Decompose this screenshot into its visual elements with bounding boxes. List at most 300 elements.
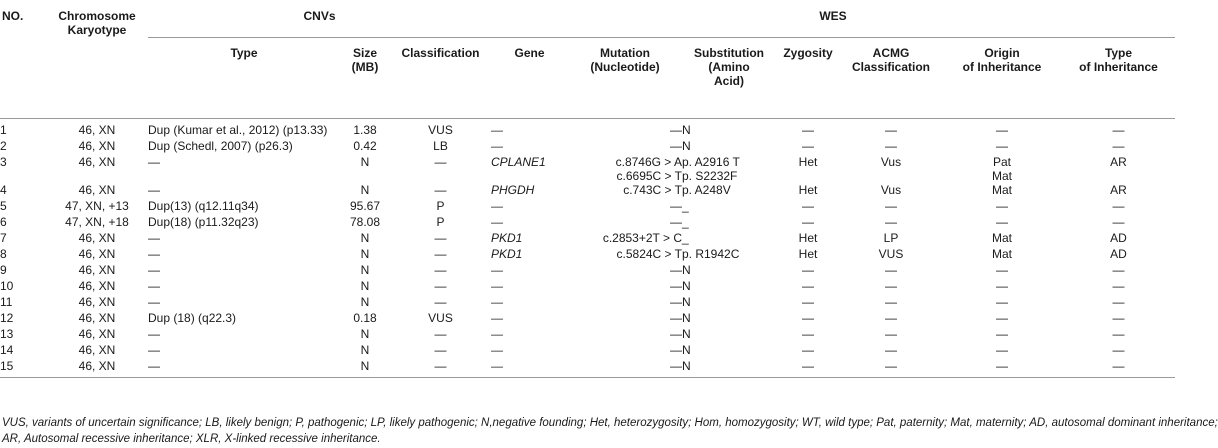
cell-text: —	[148, 343, 160, 357]
cell-text: Dup(18) (p11.32q23)	[148, 215, 259, 229]
cell-text: —	[491, 343, 503, 357]
cell-text: _	[682, 199, 689, 213]
cell-text: —	[802, 123, 814, 137]
header-cnvs-label: CNVs	[303, 9, 336, 23]
cell-text: N	[360, 359, 370, 373]
cell-text: Mat	[991, 183, 1012, 197]
cell-text: —	[885, 199, 897, 213]
table-cell	[776, 279, 840, 295]
table-cell	[148, 263, 340, 279]
cell-text: 78.08	[349, 215, 381, 229]
table-cell	[568, 295, 682, 311]
header-col-9	[840, 38, 942, 119]
table-cell	[390, 215, 491, 231]
cell-text: —	[996, 343, 1008, 357]
table-cell	[840, 183, 942, 199]
cell-text: N	[682, 263, 691, 277]
cell-text: —	[148, 295, 160, 309]
cell-text: 15	[0, 359, 14, 373]
table-cell	[1062, 359, 1175, 378]
table-cell	[1062, 279, 1175, 295]
cell-text: 46, XN	[78, 327, 116, 341]
cell-text: _	[682, 215, 689, 229]
table-cell	[568, 155, 682, 183]
table-cell	[491, 263, 568, 279]
table-cell	[942, 155, 1062, 183]
table-cell	[840, 123, 942, 139]
table-cell	[390, 139, 491, 155]
cell-text: —	[148, 231, 160, 245]
table-cell	[390, 263, 491, 279]
cell-text: N	[682, 359, 691, 373]
table-cell	[776, 231, 840, 247]
table-cell	[491, 215, 568, 231]
cell-text: —	[1112, 311, 1125, 325]
cell-text: Het	[798, 183, 818, 197]
table-row	[0, 199, 1175, 215]
table-cell	[46, 343, 148, 359]
table-cell	[942, 343, 1062, 359]
table-cell	[340, 343, 390, 359]
table-cell	[340, 295, 390, 311]
cell-text: —	[1112, 279, 1125, 293]
cell-text: 46, XN	[78, 295, 116, 309]
table-cell	[390, 199, 491, 215]
cell-text: CPLANE1	[491, 155, 546, 169]
table-cell	[46, 295, 148, 311]
cell-text: Het	[798, 155, 818, 169]
cell-text: —	[670, 279, 682, 293]
table-cell	[682, 359, 776, 378]
table-cell	[682, 311, 776, 327]
cell-text: 46, XN	[78, 359, 116, 373]
table-cell	[682, 155, 776, 183]
table-cell	[46, 359, 148, 378]
cell-text: 47, XN, +13	[65, 199, 129, 213]
cell-text: N	[682, 139, 691, 153]
table-cell	[942, 199, 1062, 215]
table-cell	[568, 247, 682, 263]
cell-text: N	[682, 279, 691, 293]
table-row	[0, 231, 1175, 247]
table-cell	[491, 327, 568, 343]
table-cell	[776, 295, 840, 311]
table-cell	[840, 295, 942, 311]
table-cell	[568, 123, 682, 139]
cell-text: —	[491, 139, 503, 153]
footnote-line-2: AR, Autosomal recessive inheritance; XLR, X-linked recessive inheritance.	[2, 433, 381, 445]
header-karyotype	[46, 0, 148, 119]
table-row	[0, 155, 1175, 183]
header-cnvs-group	[148, 0, 491, 38]
table-cell	[942, 231, 1062, 247]
table-cell	[491, 139, 568, 155]
cell-text: 46, XN	[78, 247, 116, 261]
cell-text: —	[491, 327, 503, 341]
cell-text: 3	[0, 155, 7, 169]
table-cell	[390, 279, 491, 295]
cell-text: —	[434, 359, 447, 373]
cell-text: 46, XN	[78, 155, 116, 169]
header-col-11	[1062, 38, 1175, 119]
cell-text: —	[802, 295, 814, 309]
cell-text: PKD1	[491, 231, 523, 245]
table-cell	[840, 215, 942, 231]
cell-text: 11	[0, 295, 13, 309]
cell-text: —	[1112, 327, 1125, 341]
cell-text: Dup (Schedl, 2007) (p26.3)	[148, 139, 293, 153]
table-cell	[776, 359, 840, 378]
cell-text: —	[996, 263, 1008, 277]
table-cell	[46, 183, 148, 199]
header-col-line: Substitution	[694, 46, 764, 60]
table-cell	[776, 155, 840, 183]
cell-text: —	[996, 295, 1008, 309]
table-body	[0, 119, 1175, 378]
cell-text: —	[885, 279, 897, 293]
cell-text: —	[434, 263, 447, 277]
table-cell	[840, 247, 942, 263]
cell-text: —	[996, 311, 1008, 325]
cell-text: —	[996, 359, 1008, 373]
table-cell	[390, 327, 491, 343]
table-cell	[840, 359, 942, 378]
cell-text: 13	[0, 327, 14, 341]
cell-text: Mat	[991, 169, 1012, 183]
cell-text: Het	[798, 247, 818, 261]
header-karyotype-line: Karyotype	[67, 23, 127, 37]
table-cell	[1062, 247, 1175, 263]
cell-text: —	[670, 295, 682, 309]
header-col-line: of Inheritance	[1079, 60, 1158, 74]
table-row	[0, 139, 1175, 155]
cell-text: —	[885, 123, 897, 137]
cell-text: c.2853+2T > C	[602, 231, 682, 245]
table-cell	[776, 139, 840, 155]
cell-text: —	[885, 327, 897, 341]
cell-text: —	[434, 279, 447, 293]
cell-text: —	[148, 263, 160, 277]
table-cell	[491, 359, 568, 378]
cell-text: —	[670, 359, 682, 373]
cell-text: —	[434, 343, 447, 357]
table-cell	[776, 311, 840, 327]
table-cell	[148, 199, 340, 215]
table-cell	[682, 263, 776, 279]
header-col-2	[148, 38, 340, 119]
cell-text: _	[682, 231, 689, 245]
cell-text: 5	[0, 199, 7, 213]
table-cell	[840, 343, 942, 359]
table-cell	[148, 231, 340, 247]
table-cell	[568, 343, 682, 359]
cell-text: —	[802, 263, 814, 277]
table-cell	[568, 215, 682, 231]
table-cell	[340, 123, 390, 139]
cell-text: —	[885, 139, 897, 153]
table-cell	[46, 279, 148, 295]
table-cell	[682, 279, 776, 295]
cell-text: —	[148, 359, 160, 373]
table-cell	[491, 295, 568, 311]
cell-text: 46, XN	[78, 231, 116, 245]
table-cell	[491, 247, 568, 263]
cell-text: Dup(13) (q12.11q34)	[148, 199, 259, 213]
table-cell	[682, 247, 776, 263]
table-cell	[776, 327, 840, 343]
table-cell	[390, 247, 491, 263]
table-cell	[1062, 215, 1175, 231]
table-cell	[0, 215, 46, 231]
cell-text: 1.38	[353, 123, 377, 137]
table-cell	[340, 327, 390, 343]
cell-text: Pat	[992, 155, 1011, 169]
cell-text: Vus	[880, 183, 902, 197]
cell-text: Mat	[991, 231, 1012, 245]
table-cell	[1062, 183, 1175, 199]
cell-text: —	[491, 199, 503, 213]
table-cell	[0, 199, 46, 215]
table-cell	[491, 343, 568, 359]
cell-text: 8	[0, 247, 7, 261]
table-cell	[0, 123, 46, 139]
table-cell	[46, 231, 148, 247]
table-cell	[840, 155, 942, 183]
cell-text: —	[148, 155, 160, 169]
cell-text: p. A2916 T	[682, 155, 740, 169]
table-row	[0, 279, 1175, 295]
table-cell	[390, 155, 491, 183]
cell-text: —	[491, 279, 503, 293]
cell-text: —	[1112, 123, 1125, 137]
header-wes-group	[491, 0, 1175, 38]
table-cell	[1062, 155, 1175, 183]
table-cell	[942, 123, 1062, 139]
cell-text: PHGDH	[491, 183, 535, 197]
table-cell	[46, 155, 148, 183]
table-cell	[568, 311, 682, 327]
cell-text: —	[1112, 343, 1125, 357]
table-cell	[942, 359, 1062, 378]
table-cell	[148, 359, 340, 378]
table-cell	[0, 311, 46, 327]
cell-text: —	[670, 263, 682, 277]
cell-text: —	[802, 215, 814, 229]
table-cell	[46, 215, 148, 231]
cell-text: —	[885, 359, 897, 373]
cell-text: 46, XN	[78, 123, 116, 137]
table-cell	[942, 247, 1062, 263]
table-cell	[1062, 327, 1175, 343]
table-cell	[776, 343, 840, 359]
cell-text: N	[360, 343, 370, 357]
header-col-line: Acid)	[714, 74, 744, 88]
cell-text: —	[996, 123, 1008, 137]
cell-text: P	[436, 199, 445, 213]
table-row	[0, 263, 1175, 279]
table-cell	[0, 327, 46, 343]
table-cell	[1062, 123, 1175, 139]
cell-text: —	[1112, 263, 1125, 277]
table-cell	[0, 263, 46, 279]
cell-text: N	[360, 231, 370, 245]
header-col-line: Classification	[851, 60, 931, 74]
cell-text: c.743C > T	[623, 183, 682, 197]
cell-text: Het	[798, 231, 818, 245]
table-cell	[776, 215, 840, 231]
table-cell	[148, 279, 340, 295]
header-wes-label: WES	[819, 9, 847, 23]
table-cell	[0, 359, 46, 378]
header-col-6	[568, 38, 682, 119]
table-cell	[46, 123, 148, 139]
table-cell	[1062, 263, 1175, 279]
table-cell	[491, 279, 568, 295]
header-col-line: Type	[230, 46, 258, 60]
table-cell	[840, 263, 942, 279]
cell-text: —	[434, 231, 447, 245]
cell-text: N	[360, 295, 370, 309]
table-row	[0, 247, 1175, 263]
table-cell	[340, 279, 390, 295]
cell-text: VUS	[428, 123, 453, 137]
table-cell	[148, 343, 340, 359]
header-no-label: NO.	[2, 9, 24, 23]
table-cell	[491, 155, 568, 183]
cell-text: —	[885, 295, 897, 309]
table-cell	[840, 311, 942, 327]
table-cell	[568, 279, 682, 295]
cell-text: —	[434, 327, 447, 341]
cell-text: VUS	[428, 311, 453, 325]
cell-text: —	[1112, 199, 1125, 213]
cell-text: 46, XN	[78, 139, 116, 153]
header-col-3	[340, 38, 390, 119]
cell-text: —	[148, 183, 160, 197]
table-cell	[568, 139, 682, 155]
table-cell	[942, 327, 1062, 343]
table-row	[0, 215, 1175, 231]
cell-text: —	[434, 247, 447, 261]
header-col-line: Origin	[984, 46, 1020, 60]
table-cell	[776, 199, 840, 215]
cell-text: —	[670, 199, 682, 213]
table-cell	[776, 247, 840, 263]
cell-text: 46, XN	[78, 183, 116, 197]
cell-text: —	[996, 215, 1008, 229]
cell-text: 46, XN	[78, 279, 116, 293]
table-cell	[0, 231, 46, 247]
table-cell	[491, 123, 568, 139]
table-cell	[491, 183, 568, 199]
cell-text: —	[434, 155, 447, 169]
table-row	[0, 343, 1175, 359]
table-row	[0, 123, 1175, 139]
cell-text: —	[1112, 359, 1125, 373]
table-row	[0, 359, 1175, 378]
header-col-line: Zygosity	[783, 46, 833, 60]
table-cell	[148, 247, 340, 263]
cell-text: —	[670, 123, 682, 137]
table-cell	[568, 359, 682, 378]
cell-text: PKD1	[491, 247, 523, 261]
table-cell	[682, 231, 776, 247]
table-cell	[390, 123, 491, 139]
table-cell	[148, 123, 340, 139]
cell-text: LB	[433, 139, 448, 153]
cell-text: 1	[0, 123, 7, 137]
cell-text: 7	[0, 231, 7, 245]
table-cell	[340, 247, 390, 263]
table-cell	[682, 183, 776, 199]
table-cell	[942, 295, 1062, 311]
cell-text: 47, XN, +18	[65, 215, 129, 229]
table-cell	[0, 279, 46, 295]
table-cell	[776, 123, 840, 139]
table-cell	[340, 231, 390, 247]
table-cell	[0, 247, 46, 263]
table-cell	[46, 327, 148, 343]
table-cell	[776, 183, 840, 199]
cell-text: 2	[0, 139, 7, 153]
header-col-line: Gene	[514, 46, 545, 60]
cell-text: —	[802, 343, 814, 357]
cell-text: —	[802, 327, 814, 341]
cell-text: —	[434, 183, 447, 197]
cell-text: —	[148, 327, 160, 341]
cell-text: N	[360, 279, 370, 293]
cell-text: —	[491, 123, 503, 137]
header-col-line: (Amino	[708, 60, 750, 74]
cell-text: Dup (Kumar et al., 2012) (p13.33)	[148, 123, 328, 137]
cell-text: —	[802, 359, 814, 373]
cell-text: Mat	[991, 247, 1012, 261]
table-cell	[340, 139, 390, 155]
table-cell	[390, 295, 491, 311]
cell-text: —	[885, 343, 897, 357]
table-cell	[682, 199, 776, 215]
footnote-line-1: VUS, variants of uncertain significance; LB, likely benign; P, pathogenic; LP, likely pathogenic; N,negative founding; Het, heterozygosity; Hom, homozygosity; WT, wild type; Pat, paternity; Mat, maternity; AD, autosomal dominant inheritance;	[2, 417, 1218, 429]
cell-text: p. S2232F	[682, 169, 738, 183]
header-col-line: Type	[1104, 46, 1133, 60]
cell-text: 0.42	[353, 139, 377, 153]
cell-text: —	[491, 215, 503, 229]
header-no	[0, 0, 46, 119]
cell-text: c.6695C > T	[616, 169, 682, 183]
table-cell	[1062, 311, 1175, 327]
table-cell	[942, 311, 1062, 327]
cell-text: VUS	[878, 247, 904, 261]
table-cell	[942, 183, 1062, 199]
cell-text: 12	[0, 311, 14, 325]
cell-text: 10	[0, 279, 14, 293]
cell-text: —	[491, 263, 503, 277]
table-cell	[340, 215, 390, 231]
cell-text: —	[670, 311, 682, 325]
header-col-7	[682, 38, 776, 119]
cell-text: 0.18	[353, 311, 377, 325]
cell-text: N	[682, 327, 691, 341]
table-row	[0, 295, 1175, 311]
cell-text: N	[360, 155, 370, 169]
cell-text: 6	[0, 215, 7, 229]
cell-text: N	[360, 263, 370, 277]
table-cell	[840, 139, 942, 155]
table-cell	[46, 247, 148, 263]
cell-text: N	[682, 295, 691, 309]
table-cell	[46, 139, 148, 155]
header-karyotype-line: Chromosome	[58, 9, 136, 23]
